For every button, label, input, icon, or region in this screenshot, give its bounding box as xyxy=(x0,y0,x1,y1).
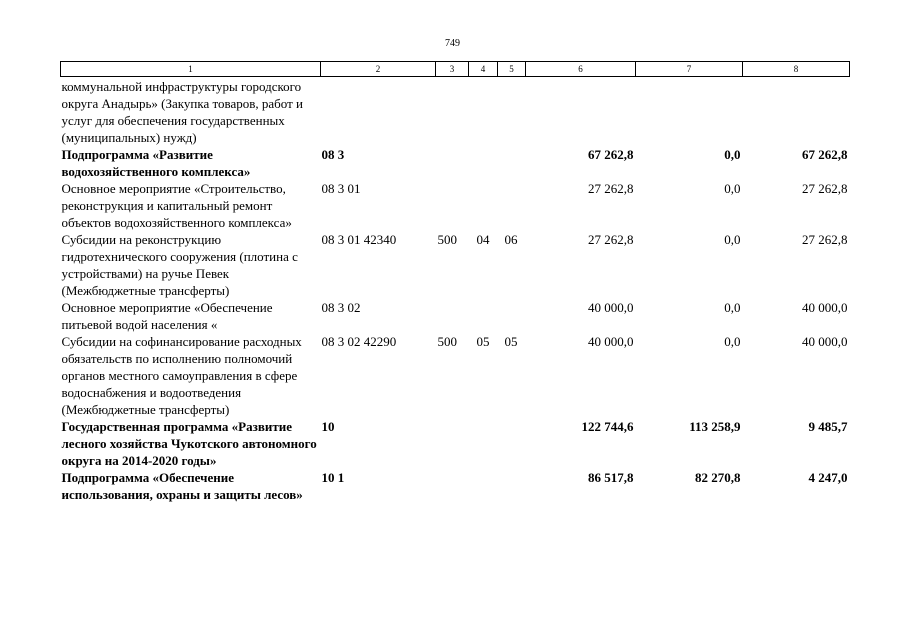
column-number: 5 xyxy=(498,62,526,77)
column-number: 3 xyxy=(436,62,469,77)
row-name: Субсидии на реконструкцию гидротехнического сооружения (плотина с устройствами) на ручье Певек (Межбюджетные трансферты) xyxy=(61,232,298,298)
row-subsection xyxy=(498,180,526,231)
column-number: 4 xyxy=(469,62,498,77)
row-target-code: 08 3 xyxy=(321,147,345,162)
row-section xyxy=(469,146,498,180)
row-amount-col7: 0,0 xyxy=(724,300,741,315)
row-target-code: 08 3 02 xyxy=(321,300,361,315)
row-section xyxy=(469,77,498,147)
row-amount-col7: 0,0 xyxy=(724,232,741,247)
row-name: Основное мероприятие «Обеспечение питьевой водой населения « xyxy=(61,300,273,332)
column-number: 6 xyxy=(526,62,636,77)
row-expense-group: 500 xyxy=(437,232,457,247)
table-row xyxy=(61,231,850,299)
row-section xyxy=(469,299,498,333)
row-subsection xyxy=(498,469,526,503)
row-target-code: 08 3 02 42290 xyxy=(321,334,397,349)
row-target-code: 08 3 01 42340 xyxy=(321,232,397,247)
row-target-code xyxy=(321,77,436,147)
row-amount-total: 67 262,8 xyxy=(588,147,634,162)
row-amount-total: 86 517,8 xyxy=(588,470,634,485)
column-number-header-row xyxy=(61,62,850,77)
table-row xyxy=(61,333,850,418)
row-expense-group xyxy=(436,180,469,231)
row-name: Подпрограмма «Развитие водохозяйственного комплекса» xyxy=(61,147,251,179)
row-expense-group xyxy=(436,77,469,147)
row-amount-col8: 27 262,8 xyxy=(802,232,848,247)
row-amount-col8: 4 247,0 xyxy=(808,470,848,485)
row-amount-col7: 82 270,8 xyxy=(695,470,741,485)
row-amount-total: 40 000,0 xyxy=(588,334,634,349)
table-row xyxy=(61,418,850,469)
row-amount-total: 40 000,0 xyxy=(588,300,634,315)
row-target-code: 10 1 xyxy=(321,470,345,485)
row-target-code: 10 xyxy=(321,419,335,434)
row-subsection: 06 xyxy=(504,232,518,247)
row-name: коммунальной инфраструктуры городского округа Анадырь» (Закупка товаров, работ и услуг для обеспечения государственных (муниципальных) нужд) xyxy=(61,79,303,145)
row-amount-col7 xyxy=(636,77,743,147)
table-row xyxy=(61,77,850,147)
row-expense-group xyxy=(436,418,469,469)
table-row xyxy=(61,146,850,180)
row-expense-group xyxy=(436,469,469,503)
row-name: Основное мероприятие «Строительство, реконструкция и капитальный ремонт объектов водохозяйственного комплекса» xyxy=(61,181,292,230)
row-name: Подпрограмма «Обеспечение использования, охраны и защиты лесов» xyxy=(61,470,303,502)
row-subsection xyxy=(498,146,526,180)
row-amount-col7: 113 258,9 xyxy=(689,419,741,434)
column-number: 1 xyxy=(61,62,321,77)
row-amount-col8: 9 485,7 xyxy=(808,419,848,434)
row-subsection: 05 xyxy=(504,334,518,349)
table-row xyxy=(61,469,850,503)
row-subsection xyxy=(498,418,526,469)
row-expense-group xyxy=(436,299,469,333)
row-amount-col8 xyxy=(743,77,850,147)
table-row xyxy=(61,299,850,333)
row-section xyxy=(469,180,498,231)
row-amount-col7: 0,0 xyxy=(724,147,741,162)
row-amount-total: 27 262,8 xyxy=(588,232,634,247)
budget-table xyxy=(60,61,850,503)
row-amount-col8: 27 262,8 xyxy=(802,181,848,196)
column-number: 7 xyxy=(636,62,743,77)
row-name: Субсидии на софинансирование расходных обязательств по исполнению полномочий органов местного самоуправления в сфере водоснабжения и водоотведения (Межбюджетные трансферты) xyxy=(61,334,302,417)
row-amount-total: 122 744,6 xyxy=(581,419,634,434)
row-amount-col8: 67 262,8 xyxy=(802,147,848,162)
row-section xyxy=(469,418,498,469)
row-subsection xyxy=(498,77,526,147)
row-expense-group xyxy=(436,146,469,180)
row-section: 04 xyxy=(476,232,490,247)
row-amount-col7: 0,0 xyxy=(724,181,741,196)
row-target-code: 08 3 01 xyxy=(321,181,361,196)
page-number: 749 xyxy=(445,38,460,49)
row-amount-col8: 40 000,0 xyxy=(802,300,848,315)
row-amount-col8: 40 000,0 xyxy=(802,334,848,349)
column-number: 2 xyxy=(321,62,436,77)
table-row xyxy=(61,180,850,231)
row-name: Государственная программа «Развитие лесного хозяйства Чукотского автономного округа на 2014-2020 годы» xyxy=(61,419,317,468)
row-subsection xyxy=(498,299,526,333)
column-number: 8 xyxy=(743,62,850,77)
row-amount-total: 27 262,8 xyxy=(588,181,634,196)
row-amount-col7: 0,0 xyxy=(724,334,741,349)
row-amount-total xyxy=(526,77,636,147)
row-section: 05 xyxy=(476,334,490,349)
row-expense-group: 500 xyxy=(437,334,457,349)
row-section xyxy=(469,469,498,503)
